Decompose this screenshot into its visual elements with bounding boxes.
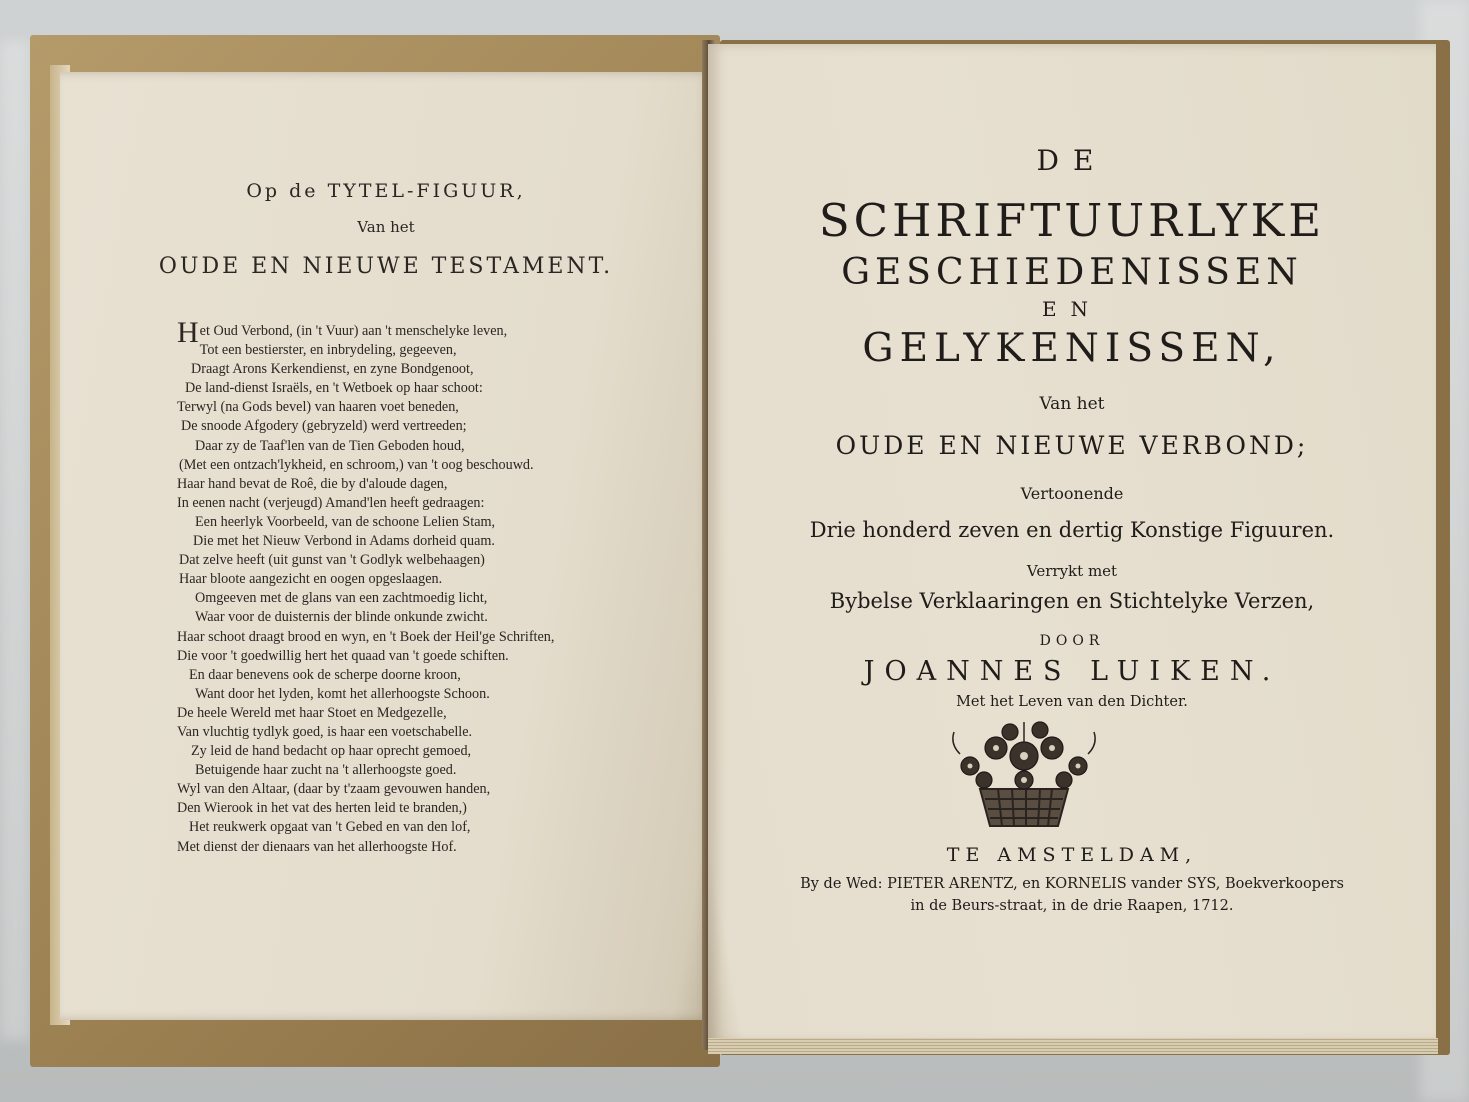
poem-line: Het reukwerk opgaat van 't Gebed en van den lof, xyxy=(189,819,471,836)
frontispiece-subheading: Van het xyxy=(357,218,415,236)
poem-line: De land-dienst Israëls, en 't Wetboek op haar schoot: xyxy=(185,380,483,397)
poem-line: Tot een bestierster, en inbrydeling, gegeeven, xyxy=(199,342,457,359)
title-page xyxy=(708,44,1436,1044)
poem xyxy=(177,316,657,857)
poem-line: Met dienst der dienaars van het allerhoogste Hof. xyxy=(177,838,457,855)
left-page xyxy=(60,72,712,1020)
poem-line: Die met het Nieuw Verbond in Adams dorheid quam. xyxy=(193,533,495,550)
poem-line: Dat zelve heeft (uit gunst van 't Godlyk welbehaagen) xyxy=(179,552,485,569)
poem-line: Zy leid de hand bedacht op haar oprecht gemoed, xyxy=(191,743,472,760)
title-main-line1: SCHRIFTUURLYKE xyxy=(818,194,1326,247)
poem-line: Van vluchtig tydlyk goed, is haar een voetschabelle. xyxy=(177,723,473,740)
title-figures: Drie honderd zeven en dertig Konstige Figuuren. xyxy=(809,518,1335,542)
title-article: DE xyxy=(1036,144,1108,177)
title-main-line2: GESCHIEDENISSEN xyxy=(841,252,1303,293)
imprint-city: TE AMSTELDAM, xyxy=(946,844,1198,866)
title-door: DOOR xyxy=(1039,633,1105,649)
poem-line: (Met een ontzach'lykheid, en schroom,) van 't oog beschouwd. xyxy=(179,456,534,473)
flower-basket-icon xyxy=(940,714,1108,832)
open-book xyxy=(30,30,1450,1080)
poem-line: Daar zy de Taaf'len van de Tien Geboden houd, xyxy=(195,437,465,454)
title-verrykt: Verrykt met xyxy=(1026,562,1118,580)
imprint-address-year: in de Beurs-straat, in de drie Raapen, 1712. xyxy=(910,898,1234,914)
frontispiece-heading: Op de TYTEL-FIGUUR, xyxy=(246,180,526,202)
poem-line: In eenen nacht (verjeugd) Amand'len heeft gedraagen: xyxy=(177,494,485,511)
poem-line: Haar schoot draagt brood en wyn, en 't Boek der Heil'ge Schriften, xyxy=(177,628,555,645)
frontispiece-title: OUDE EN NIEUWE TESTAMENT. xyxy=(158,254,614,279)
title-vanhet: Van het xyxy=(1039,394,1105,414)
poem-line: De heele Wereld met haar Stoet en Medgezelle, xyxy=(177,704,447,721)
title-main-line3: GELYKENISSEN, xyxy=(862,326,1282,371)
drop-cap: H xyxy=(177,316,199,349)
poem-line: Den Wierook in het vat des herten leid te branden,) xyxy=(177,800,467,817)
poem-line: Waar voor de duisternis der blinde onkunde zwicht. xyxy=(195,609,488,626)
title-vertoonende: Vertoonende xyxy=(1020,484,1124,503)
title-biography-note: Met het Leven van den Dichter. xyxy=(956,694,1188,710)
poem-line: Haar hand bevat de Roê, die by d'aloude dagen, xyxy=(177,475,448,492)
poem-line: De snoode Afgodery (gebryzeld) werd vertreeden; xyxy=(181,418,467,435)
poem-line: Terwyl (na Gods bevel) van haaren voet beneden, xyxy=(177,399,459,416)
poem-line: Draagt Arons Kerkendienst, en zyne Bondgenoot, xyxy=(191,361,474,378)
poem-line: Want door het lyden, komt het allerhoogste Schoon. xyxy=(195,685,490,702)
poem-line-text: et Oud Verbond, (in 't Vuur) aan 't menschelyke leven, xyxy=(199,323,508,339)
poem-line: Omgeeven met de glans van een zachtmoedig licht, xyxy=(195,590,488,607)
poem-line: Die voor 't goedwillig hert het quaad van 't goede schiften. xyxy=(177,647,509,664)
author-name: JOANNES LUIKEN. xyxy=(863,656,1281,687)
page-block-edge xyxy=(708,1038,1438,1054)
poem-line: Wyl van den Altaar, (daar by t'zaam gevouwen handen, xyxy=(177,781,491,798)
poem-line: Betuigende haar zucht na 't allerhoogste goed. xyxy=(195,762,457,779)
poem-first-line xyxy=(177,316,657,349)
poem-line: Haar bloote aangezicht en oogen opgeslaagen. xyxy=(179,571,443,588)
title-conjunction: EN xyxy=(1041,297,1103,321)
poem-line: En daar benevens ook de scherpe doorne kroon, xyxy=(189,666,461,683)
poem-line: Een heerlyk Voorbeeld, van de schoone Lelien Stam, xyxy=(195,513,496,530)
title-explanations: Bybelse Verklaaringen en Stichtelyke Verzen, xyxy=(829,589,1315,613)
title-subject: OUDE EN NIEUWE VERBOND; xyxy=(835,431,1309,460)
imprint-publisher: By de Wed: PIETER ARENTZ, en KORNELIS vander SYS, Boekverkoopers xyxy=(800,876,1344,892)
